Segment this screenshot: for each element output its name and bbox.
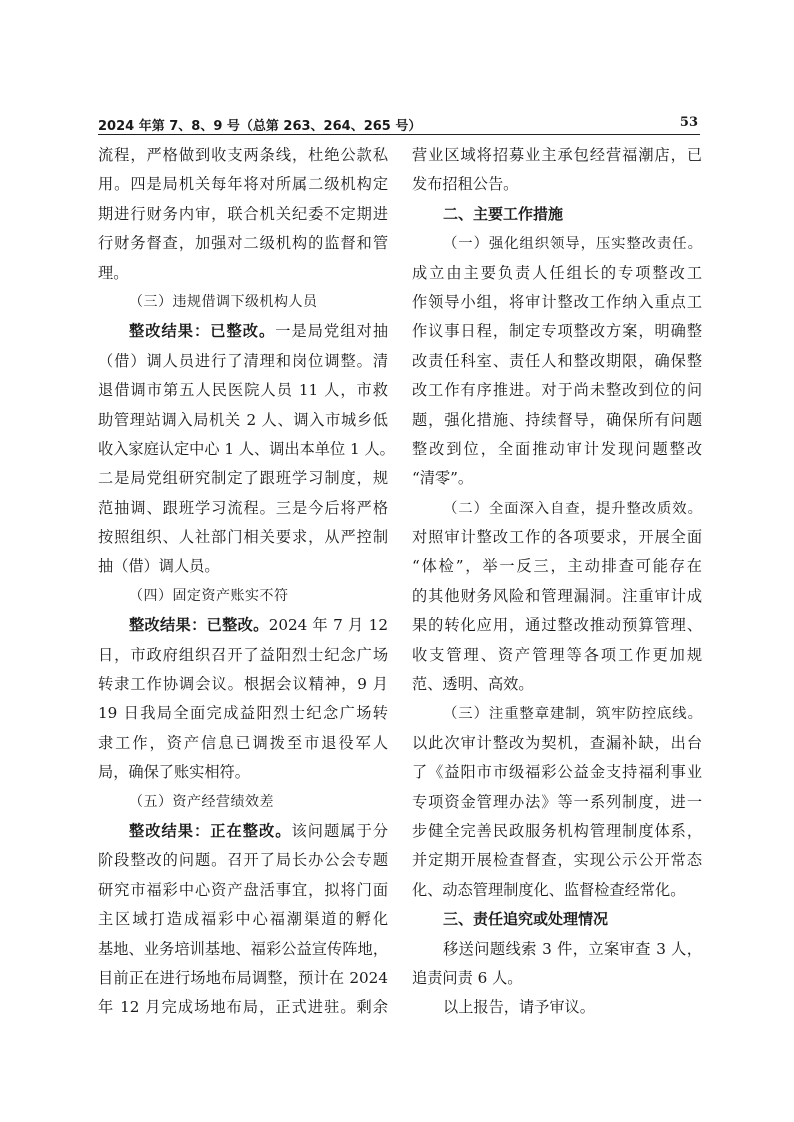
text-line: 果的转化应用，通过整改推动预算管理、	[412, 616, 702, 635]
text-line: 作领导小组，将审计整改工作纳入重点工	[412, 292, 702, 311]
text-line: 目前正在进行场地布局调整，预计在 2024	[98, 968, 388, 987]
text-line: 以此次审计整改为契机，查漏补缺，出台	[412, 733, 702, 752]
text-line: 追责问责 6 人。	[412, 968, 523, 987]
measure-heading: （二）全面深入自查，提升整改质效。	[443, 500, 702, 517]
text-line: 移送问题线索 3 件，立案审查 3 人，	[443, 939, 702, 958]
text-line: 范、透明、高效。	[412, 675, 534, 694]
left-column	[98, 141, 395, 1023]
text-line: 发布招租公告。	[412, 175, 519, 194]
text-line: 基地、业务培训基地、福彩公益宣传阵地，	[98, 939, 388, 958]
text-line: 步健全完善民政服务机构管理制度体系，	[412, 821, 702, 840]
page-number: 53	[679, 115, 698, 130]
closing-line: 以上报告，请予审议。	[443, 998, 595, 1017]
text-line: 流程，严格做到收支两条线，杜绝公款私	[98, 146, 388, 164]
text-line: 整改结果：已整改。2024 年 7 月 12	[129, 616, 389, 635]
text-line: 用。四是局机关每年将对所属二级机构定	[98, 175, 388, 194]
text-line: 整改结果：已整改。一是局党组对抽	[129, 322, 389, 341]
text-line: 年 12 月完成场地布局，正式进驻。剩余	[98, 998, 388, 1017]
text-line: 局，确保了账实相符。	[98, 763, 250, 782]
text-line: 题，强化措施、持续督导，确保所有问题	[412, 410, 702, 429]
text-line: 改责任科室、责任人和整改期限，确保整	[412, 351, 702, 370]
section-heading: （四）固定资产账实不符	[129, 587, 289, 604]
text-line: “清零”。	[412, 469, 474, 488]
text-line: 退借调市第五人民医院人员 11 人，市救	[98, 381, 388, 400]
text-line: 了《益阳市市级福彩公益金支持福利事业	[412, 763, 702, 782]
text-line: 按照组织、人社部门相关要求，从严控制	[98, 528, 388, 547]
section-heading: 三、责任追究或处理情况	[443, 910, 609, 929]
right-column	[412, 141, 702, 1023]
text-line: “体检”，举一反三，主动排查可能存在	[412, 557, 702, 576]
section-heading: （三）违规借调下级机构人员	[129, 293, 318, 310]
text-line: 期进行财务内审，联合机关纪委不定期进	[98, 204, 388, 223]
text-line: 研究市福彩中心资产盘活事宜，拟将门面	[98, 880, 388, 899]
section-heading: （五）资产经营绩效差	[129, 793, 274, 810]
text-line: 营业区域将招募业主承包经营福潮店，已	[412, 146, 702, 164]
text-line: 理。	[98, 263, 129, 282]
running-header	[98, 112, 700, 136]
text-line: 转隶工作协调会议。根据会议精神，9 月	[98, 675, 388, 694]
issue-info: 2024 年第 7、8、9 号（总第 263、264、265 号）	[98, 119, 422, 134]
result-label: 整改结果：已整改。	[129, 322, 276, 341]
text-line: 并定期开展检查督查，实现公示公开常态	[412, 851, 702, 870]
text-line: 成立由主要负责人任组长的专项整改工	[412, 263, 702, 282]
text-line: 阶段整改的问题。召开了局长办公会专题	[98, 851, 388, 870]
text-line: 范抽调、跟班学习流程。三是今后将严格	[98, 498, 388, 517]
text-line: 整改到位，全面推动审计发现问题整改	[412, 439, 702, 458]
text-line: 行财务督查，加强对二级机构的监督和管	[98, 234, 388, 253]
text-line: 二是局党组研究制定了跟班学习制度，规	[98, 469, 388, 488]
text-line: （借）调人员进行了清理和岗位调整。清	[98, 351, 388, 370]
text-line: 的其他财务风险和管理漏洞。注重审计成	[412, 586, 702, 605]
text-line: 收入家庭认定中心 1 人、调出本单位 1 人。	[98, 439, 395, 458]
text-line: 抽（借）调人员。	[98, 557, 220, 576]
text-line: 助管理站调入局机关 2 人、调入市城乡低	[98, 410, 388, 429]
result-label: 整改结果：已整改。	[129, 616, 269, 635]
text-line: 收支管理、资产管理等各项工作更加规	[412, 645, 702, 664]
text-line: 整改结果：正在整改。该问题属于分	[129, 821, 389, 840]
text-line: 改工作有序推进。对于尚未整改到位的问	[412, 381, 702, 400]
text-line: 19 日我局全面完成益阳烈士纪念广场转	[98, 704, 388, 723]
text-line: 对照审计整改工作的各项要求，开展全面	[412, 528, 702, 547]
text-line: 隶工作，资产信息已调拨至市退役军人	[98, 733, 388, 752]
text-line: 专项资金管理办法》等一系列制度，进一	[412, 792, 702, 811]
text-line: 主区域打造成福彩中心福潮渠道的孵化	[98, 910, 388, 929]
result-label: 整改结果：正在整改。	[129, 821, 292, 840]
section-heading: 二、主要工作措施	[443, 204, 564, 223]
measure-heading: （三）注重整章建制，筑牢防控底线。	[443, 706, 702, 723]
text-line: 化、动态管理制度化、监督检查经常化。	[412, 880, 686, 899]
measure-heading: （一）强化组织领导，压实整改责任。	[443, 236, 702, 253]
text-line: 作议事日程，制定专项整改方案，明确整	[412, 322, 702, 341]
text-line: 日，市政府组织召开了益阳烈士纪念广场	[98, 645, 388, 664]
header-rule	[98, 134, 700, 135]
